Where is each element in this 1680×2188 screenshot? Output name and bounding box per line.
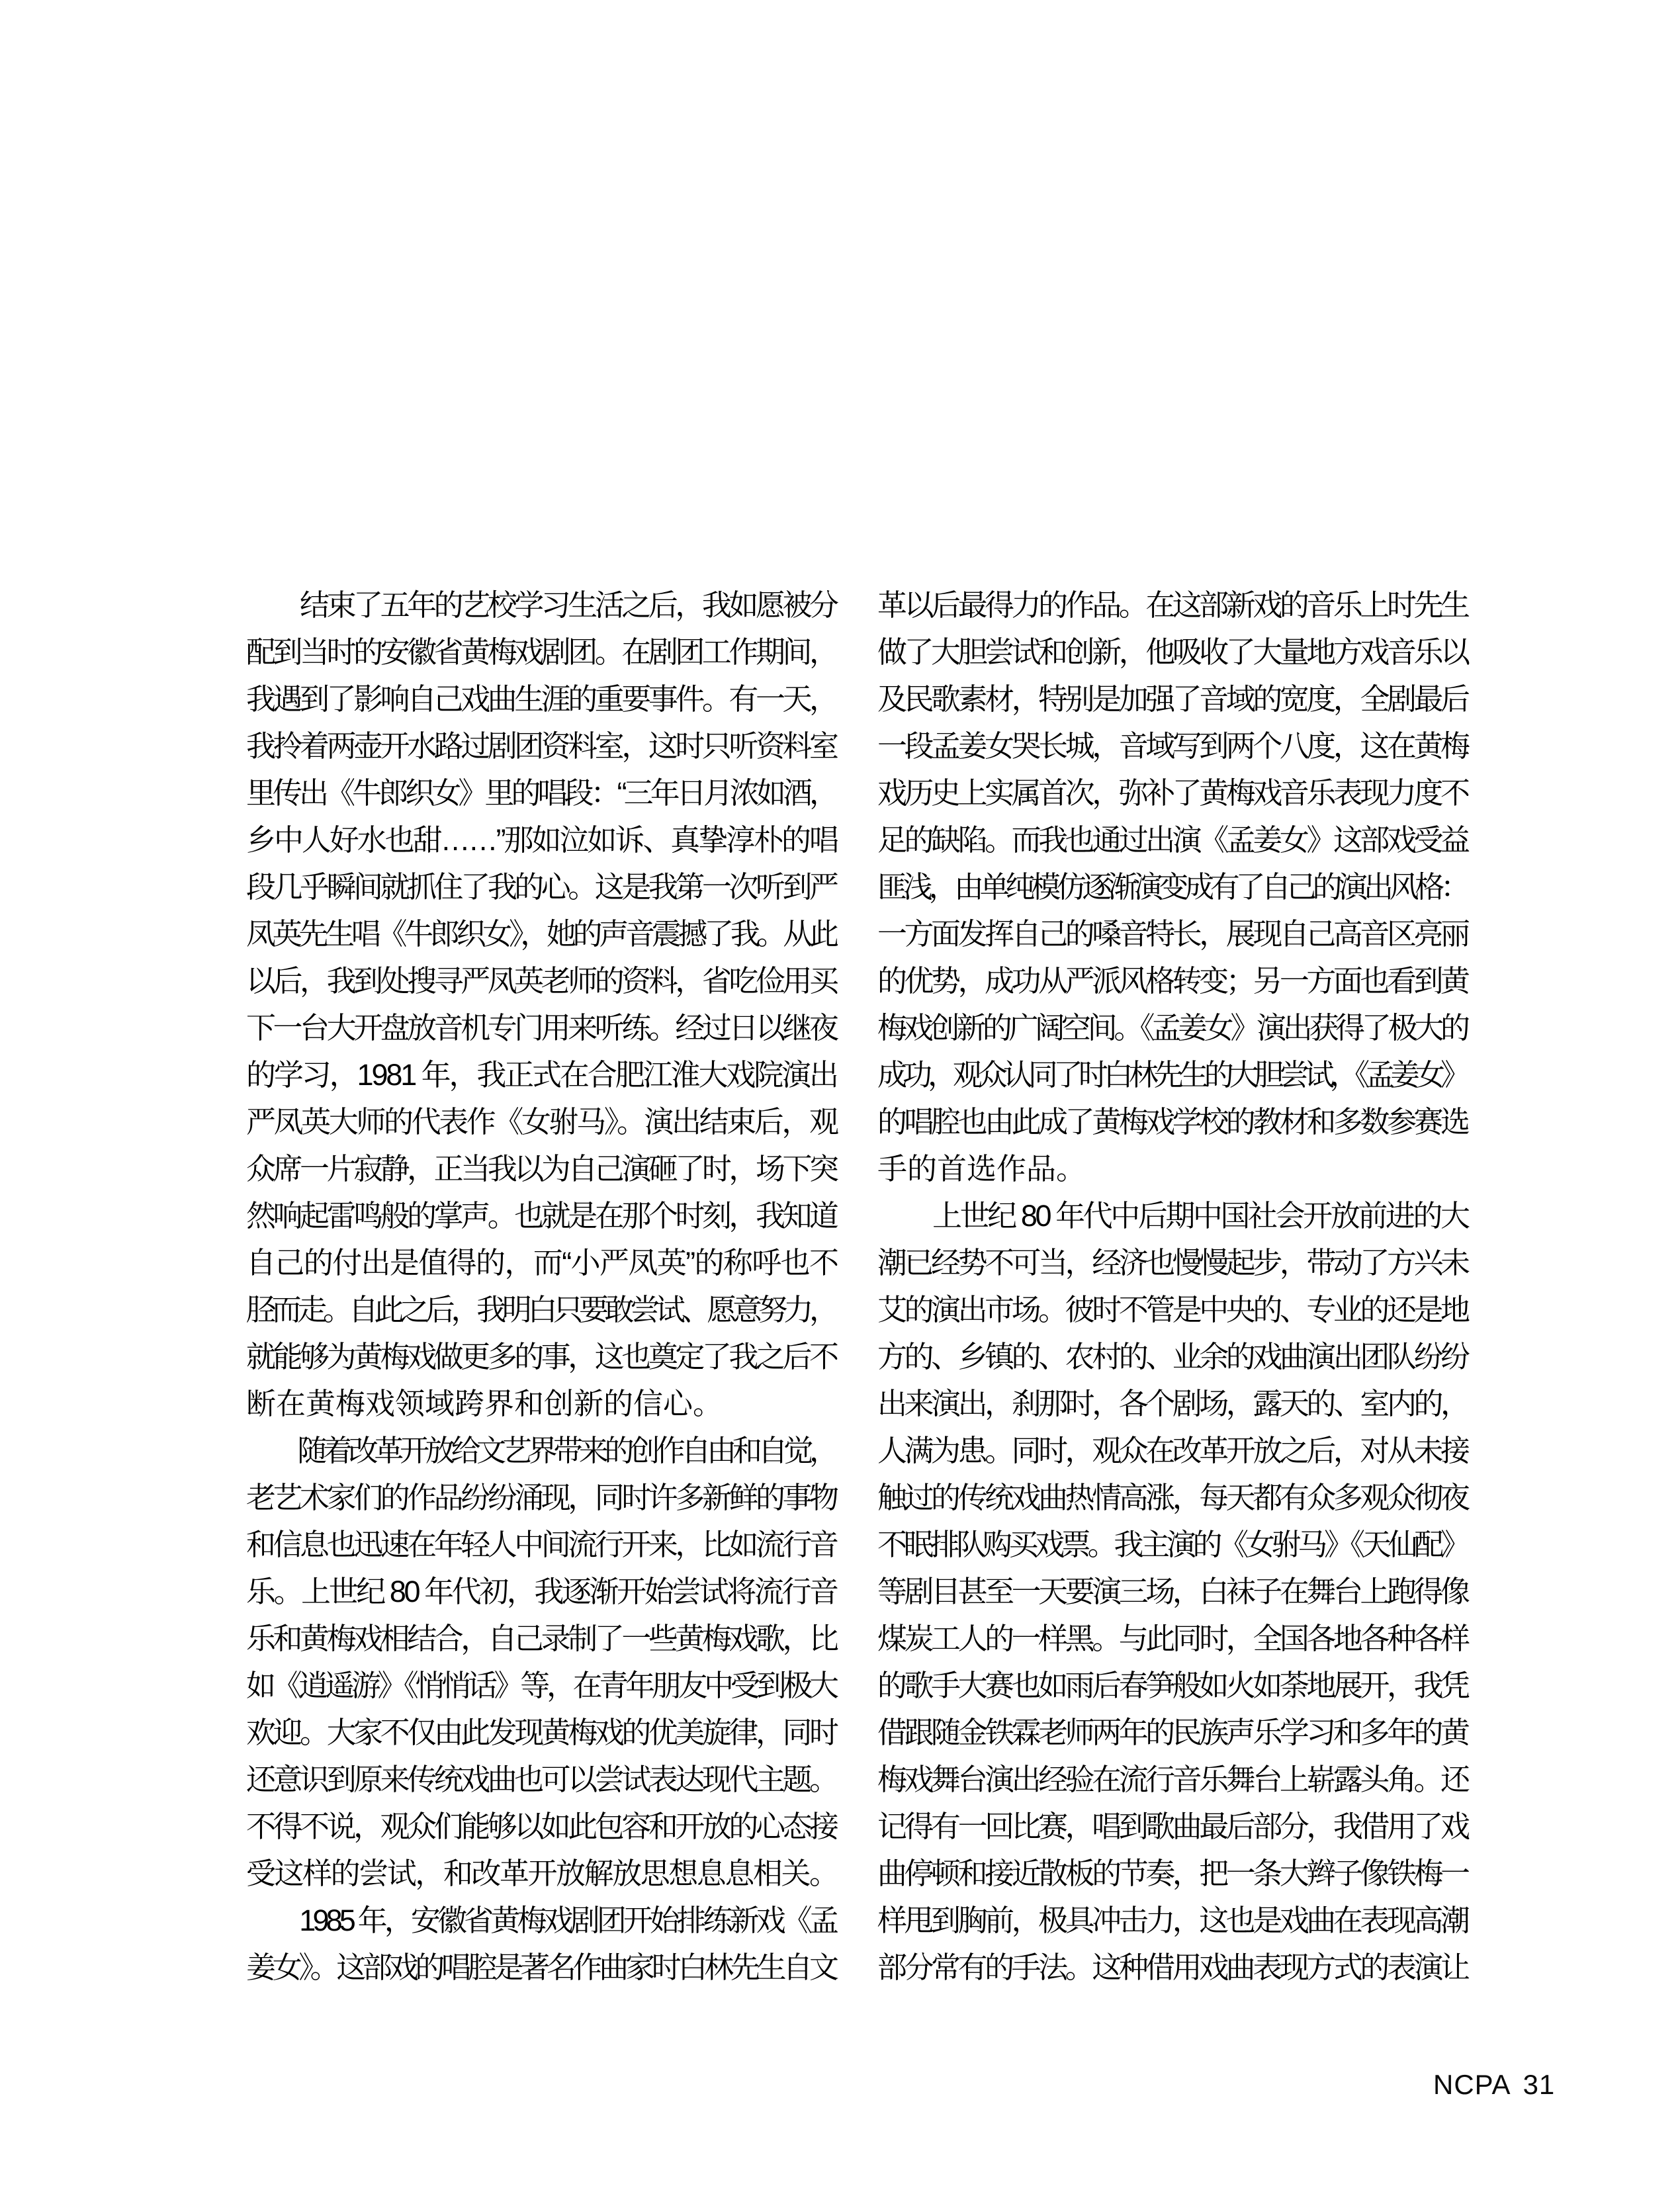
text-line: 艾的演出市场。彼时不管是中央的、专业的还是地: [877, 1293, 1468, 1327]
text-line: 老艺术家们的作品纷纷涌现，同时许多新鲜的事物: [246, 1481, 836, 1514]
text-line: 受这样的尝试，和改革开放解放思想息息相关。: [246, 1857, 838, 1890]
text-line: 等剧目甚至一天要演三场，白袜子在舞台上跑得像: [877, 1575, 1468, 1608]
text-line: 胫而走。自此之后，我明白只要敢尝试、愿意努力，: [246, 1293, 835, 1327]
text-line: 煤炭工人的一样黑。与此同时，全国各地各种各样: [877, 1622, 1468, 1655]
text-line: 触过的传统戏曲热情高涨，每天都有众多观众彻夜: [877, 1481, 1468, 1514]
text-line: 人满为患。同时，观众在改革开放之后，对从未接: [877, 1434, 1468, 1467]
footer-brand: NCPA: [1433, 2069, 1511, 2100]
text-line: 方的、乡镇的、农村的、业余的戏曲演出团队纷纷: [877, 1340, 1468, 1374]
text-line: 的学习，1981 年，我正式在合肥江淮大戏院演出: [246, 1058, 837, 1092]
text-line: 乐。上世纪 80 年代初，我逐渐开始尝试将流行音: [246, 1575, 837, 1608]
text-line: 凤英先生唱《牛郎织女》，她的声音震撼了我。从此: [246, 917, 836, 951]
article-column-left: [246, 582, 839, 1991]
text-line: 众席一片寂静，正当我以为自己演砸了时，场下突: [246, 1152, 836, 1186]
text-line: 1985 年，安徽省黄梅戏剧团开始排练新戏《孟: [246, 1904, 836, 1937]
text-line: 及民歌素材，特别是加强了音域的宽度，全剧最后: [877, 682, 1468, 716]
text-line: 部分常有的手法。这种借用戏曲表现方式的表演让: [877, 1950, 1468, 1984]
text-line: 不眠排队购买戏票。我主演的《女驸马》《天仙配》: [877, 1528, 1467, 1561]
article-column-right: [877, 582, 1470, 1991]
text-line: 结束了五年的艺校学习生活之后，我如愿被分: [246, 588, 836, 622]
text-line: 做了大胆尝试和创新，他吸收了大量地方戏音乐以: [877, 635, 1468, 669]
text-line: 上世纪 80 年代中后期中国社会开放前进的大: [877, 1199, 1468, 1233]
page-footer: [1433, 2071, 1555, 2099]
text-line: 如《逍遥游》《悄悄话》等，在青年朋友中受到极大: [246, 1669, 836, 1702]
text-line: 自己的付出是值得的，而“小严凤英”的称呼也不: [246, 1246, 838, 1280]
text-line: 我拎着两壶开水路过剧团资料室，这时只听资料室: [246, 729, 836, 763]
text-line: 严凤英大师的代表作《女驸马》。演出结束后，观: [246, 1105, 837, 1139]
text-line: 一段孟姜女哭长城，音域写到两个八度，这在黄梅: [877, 729, 1468, 763]
text-line: 以后，我到处搜寻严凤英老师的资料，省吃俭用买: [246, 964, 836, 998]
text-line: 随着改革开放给文艺界带来的创作自由和自觉，: [246, 1434, 835, 1467]
text-line: 潮已经势不可当，经济也慢慢起步，带动了方兴未: [877, 1246, 1468, 1280]
text-line: 梅戏舞台演出经验在流行音乐舞台上崭露头角。还: [877, 1763, 1468, 1796]
text-line: 我遇到了影响自己戏曲生涯的重要事件。有一天，: [246, 682, 836, 716]
text-line: 不得不说，观众们能够以如此包容和开放的心态接: [246, 1810, 836, 1843]
text-line: 成功，观众认同了时白林先生的大胆尝试，《孟姜女》: [877, 1058, 1466, 1092]
text-line: 一方面发挥自己的嗓音特长，展现自己高音区亮丽: [877, 917, 1468, 951]
text-line: 还意识到原来传统戏曲也可以尝试表达现代主题。: [246, 1763, 836, 1796]
text-line: 下一台大开盘放音机专门用来听练。经过日以继夜: [246, 1011, 836, 1045]
text-line: 的唱腔也由此成了黄梅戏学校的教材和多数参赛选: [877, 1105, 1468, 1139]
text-line: 配到当时的安徽省黄梅戏剧团。在剧团工作期间，: [246, 635, 836, 669]
text-line: 出来演出，刹那时，各个剧场，露天的、室内的，: [877, 1387, 1468, 1421]
text-line: 然响起雷鸣般的掌声。也就是在那个时刻，我知道: [246, 1199, 836, 1233]
text-line: 就能够为黄梅戏做更多的事，这也奠定了我之后不: [246, 1340, 836, 1374]
text-line: 乡中人好水也甜……”那如泣如诉、真挚淳朴的唱: [246, 823, 837, 857]
text-line: 记得有一回比赛，唱到歌曲最后部分，我借用了戏: [877, 1810, 1468, 1843]
text-line: 欢迎。大家不仅由此发现黄梅戏的优美旋律，同时: [246, 1716, 836, 1749]
text-line: 梅戏创新的广阔空间。《孟姜女》演出获得了极大的: [877, 1011, 1467, 1045]
text-line: 的优势，成功从严派风格转变；另一方面也看到黄: [877, 964, 1468, 998]
text-line: 曲停顿和接近散板的节奏，把一条大辫子像铁梅一: [877, 1857, 1468, 1890]
text-line: 和信息也迅速在年轻人中间流行开来，比如流行音: [246, 1528, 836, 1561]
text-line: 戏历史上实属首次，弥补了黄梅戏音乐表现力度不: [877, 776, 1468, 810]
text-line: 借跟随金铁霖老师两年的民族声乐学习和多年的黄: [877, 1716, 1468, 1749]
text-line: 段几乎瞬间就抓住了我的心。这是我第一次听到严: [246, 870, 836, 904]
text-line: 样甩到胸前，极具冲击力，这也是戏曲在表现高潮: [877, 1904, 1468, 1937]
text-line: 里传出《牛郎织女》里的唱段：“三年日月浓如酒，: [246, 776, 836, 810]
text-line: 匪浅，由单纯模仿逐渐演变成有了自己的演出风格：: [877, 870, 1466, 904]
text-line: 姜女》。这部戏的唱腔是著名作曲家时白林先生自文: [246, 1950, 836, 1984]
footer-page-number: 31: [1523, 2069, 1556, 2100]
text-line: 革以后最得力的作品。在这部新戏的音乐上时先生: [877, 588, 1468, 622]
text-line: 乐和黄梅戏相结合，自己录制了一些黄梅戏歌，比: [246, 1622, 836, 1655]
text-line: 足的缺陷。而我也通过出演《孟姜女》这部戏受益: [877, 823, 1468, 857]
text-line: 的歌手大赛也如雨后春笋般如火如荼地展开，我凭: [877, 1669, 1468, 1702]
text-line: 手的首选作品。: [877, 1152, 1086, 1186]
text-line: 断在黄梅戏领域跨界和创新的信心。: [246, 1387, 723, 1421]
